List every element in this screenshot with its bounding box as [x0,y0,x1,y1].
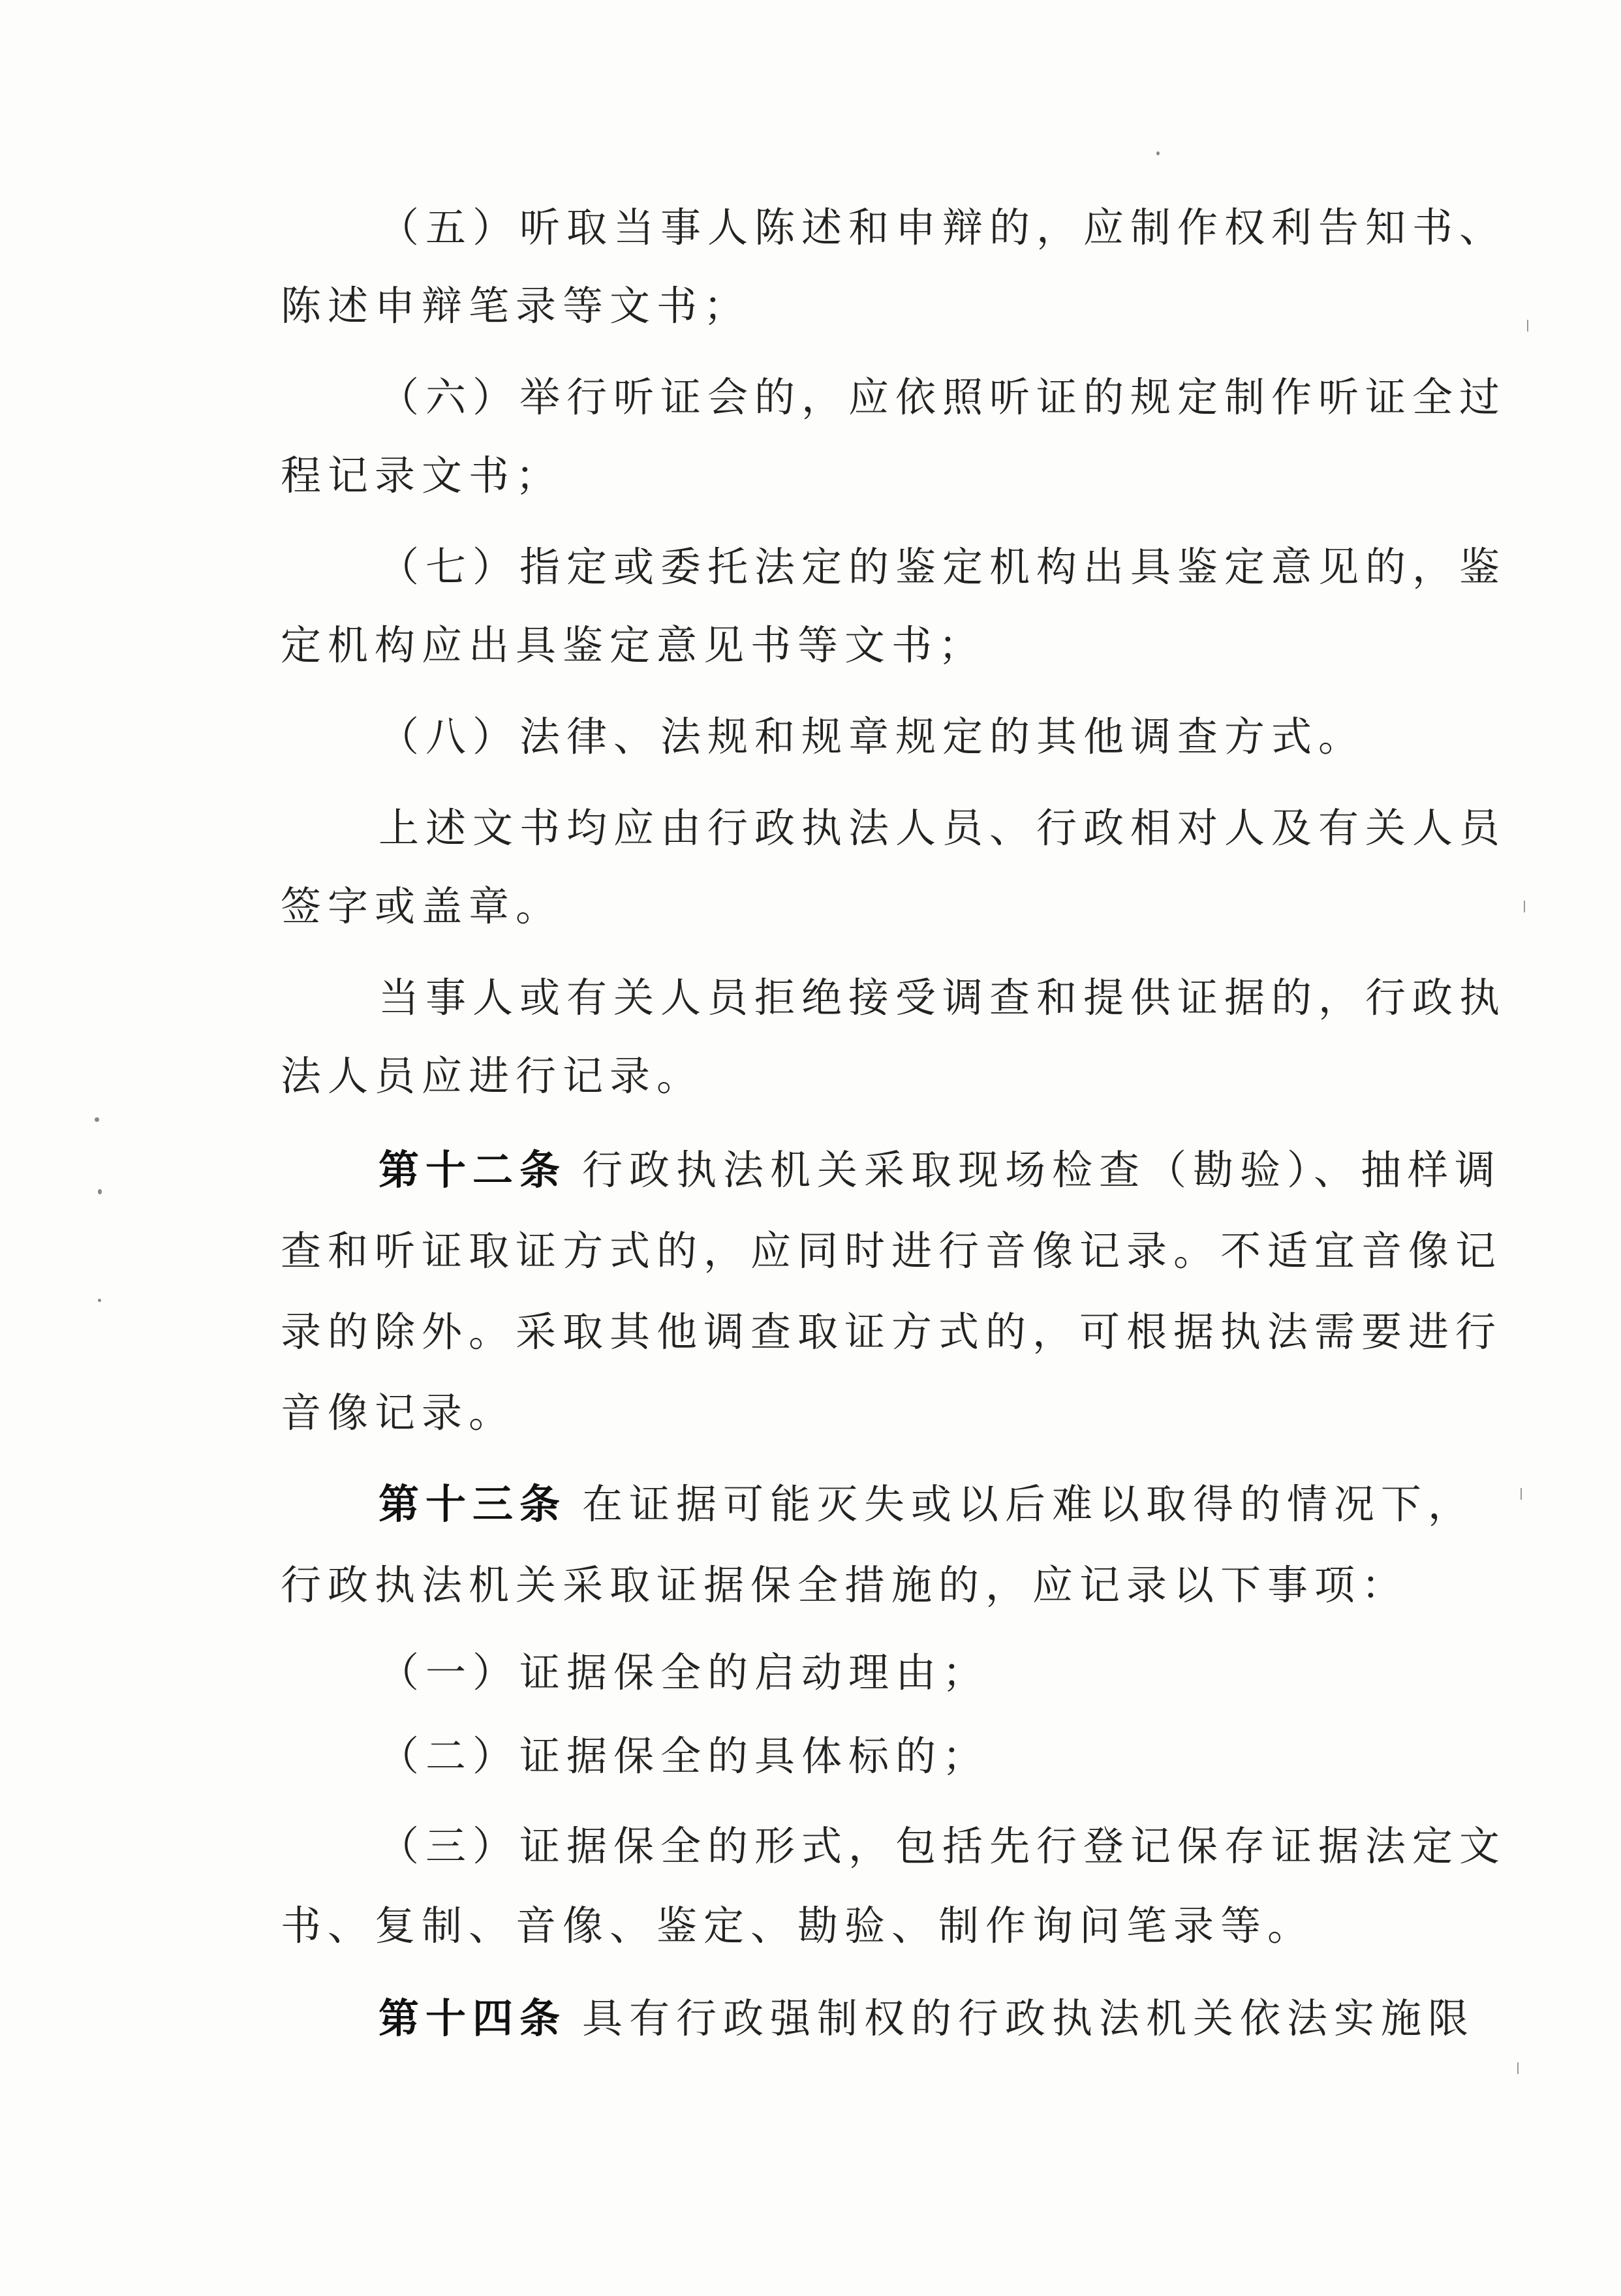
text-line: （八）法律、法规和规章规定的其他调查方式。 [378,713,1366,760]
scan-mark [1521,1488,1522,1500]
article-line [378,1994,1475,2042]
text-line: 签字或盖章。 [281,882,563,930]
text-line: 录的除外。采取其他调查取证方式的，可根据执法需要进行 [281,1308,1503,1356]
text-line: 当事人或有关人员拒绝接受调查和提供证据的，行政执 [378,974,1507,1021]
text-line: 陈述申辩笔录等文书； [281,282,751,330]
article-heading: 第十三条 [378,1480,567,1528]
article-line [378,1480,1475,1528]
text-line: （一）证据保全的启动理由； [378,1649,990,1696]
text-line: 法人员应进行记录。 [281,1052,704,1100]
text-line: （六）举行听证会的，应依照听证的规定制作听证全过 [378,373,1507,421]
scan-speck [95,1117,99,1122]
text-line: 上述文书均应由行政执法人员、行政相对人及有关人员 [378,804,1507,852]
text-line: （五）听取当事人陈述和申辩的，应制作权利告知书、 [378,204,1507,251]
scan-speck [1156,151,1160,155]
text-line: （二）证据保全的具体标的； [378,1732,990,1780]
text-line: 定机构应出具鉴定意见书等文书； [281,621,986,669]
article-text: 具有行政强制权的行政执法机关依法实施限 [582,1994,1475,2042]
scan-mark [1517,2062,1519,2074]
scan-mark [1524,901,1525,912]
article-line [378,1146,1502,1194]
article-text: 在证据可能灭失或以后难以取得的情况下， [582,1480,1475,1528]
text-line: 程记录文书； [281,452,563,499]
scan-speck [98,1299,101,1302]
text-line: 音像记录。 [281,1389,516,1436]
article-heading: 第十二条 [378,1146,567,1194]
text-line: （三）证据保全的形式，包括先行登记保存证据法定文 [378,1822,1507,1870]
text-line: 行政执法机关采取证据保全措施的，应记录以下事项： [281,1561,1409,1609]
scan-speck [98,1189,102,1194]
text-line: 书、复制、音像、鉴定、勘验、制作询问笔录等。 [281,1902,1315,1949]
text-line: （七）指定或委托法定的鉴定机构出具鉴定意见的，鉴 [378,543,1507,591]
article-heading: 第十四条 [378,1994,567,2042]
text-line: 查和听证取证方式的，应同时进行音像记录。不适宜音像记 [281,1227,1503,1275]
article-text: 行政执法机关采取现场检查（勘验）、抽样调 [582,1146,1502,1194]
scan-mark [1527,320,1528,332]
